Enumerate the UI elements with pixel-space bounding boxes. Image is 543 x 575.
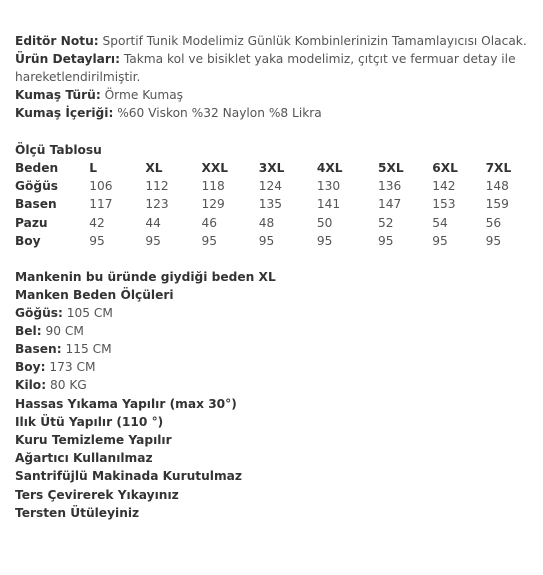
measurement-label: Boy: [15, 360, 41, 374]
table-cell: 95: [201, 233, 218, 248]
model-measurement: Bel: 90 CM: [15, 324, 84, 338]
table-cell: 95: [316, 233, 333, 248]
care-instruction: Ilık Ütü Yapılır (110 °): [15, 415, 164, 429]
table-cell: 95: [485, 233, 502, 248]
size-chart-header-row: [15, 159, 535, 177]
size-header-cell: L: [89, 161, 97, 176]
size-chart-title: Ölçü Tablosu: [15, 143, 102, 157]
table-cell: 95: [145, 233, 161, 248]
product-details-label: Ürün Detayları: [15, 52, 116, 66]
fabric-content-text: %60 Viskon %32 Naylon %8 Likra: [117, 106, 322, 120]
size-header-cell: 3XL: [258, 161, 285, 176]
table-cell: 123: [145, 197, 169, 212]
table-cell: 142: [432, 179, 456, 194]
table-cell: 48: [258, 215, 275, 230]
model-measurement: Göğüs: 105 CM: [15, 306, 113, 320]
fabric-content-label: Kumaş İçeriği: [15, 106, 109, 120]
editor-note-text: Sportif Tunik Modelimiz Günlük Kombinlerinizin Tamamlayıcısı Olacak.: [102, 34, 527, 48]
fabric-type-text: Örme Kumaş: [104, 88, 184, 102]
product-details-text: Takma kol ve bisiklet yaka modelimiz, çıtçıt ve fermuar detay ile hareketlendirilmiştir.: [15, 52, 516, 84]
editor-note: Editör Notu: Sportif Tunik Modelimiz Günlük Kombinlerinizin Tamamlayıcısı Olacak.: [15, 34, 527, 48]
row-label: Basen: [15, 197, 57, 212]
model-measurement: Boy: 173 CM: [15, 360, 96, 374]
care-instruction: Kuru Temizleme Yapılır: [15, 433, 172, 447]
table-cell: 124: [258, 179, 282, 194]
table-row: [15, 214, 535, 232]
table-cell: 159: [485, 197, 509, 212]
table-cell: 46: [201, 215, 218, 230]
size-header-cell: 7XL: [485, 161, 512, 176]
measurement-label: Bel: [15, 324, 37, 338]
fabric-type-label: Kumaş Türü: [15, 88, 96, 102]
table-row: [15, 195, 535, 213]
measurement-value: 173 CM: [49, 360, 96, 374]
measurement-value: 105 CM: [66, 306, 113, 320]
care-instruction: Ağartıcı Kullanılmaz: [15, 451, 153, 465]
measurement-label: Kilo: [15, 378, 42, 392]
table-cell: 141: [316, 197, 341, 212]
table-cell: 52: [378, 215, 394, 230]
measurement-value: 80 KG: [49, 378, 87, 392]
size-header-cell: XXL: [201, 161, 229, 176]
table-cell: 129: [201, 197, 225, 212]
table-cell: 147: [378, 197, 402, 212]
table-cell: 118: [201, 179, 225, 194]
row-label: Pazu: [15, 215, 48, 230]
table-cell: 54: [432, 215, 448, 230]
care-instruction: Ters Çevirerek Yıkayınız: [15, 488, 179, 502]
size-header-cell: 5XL: [378, 161, 404, 176]
model-measurement: Basen: 115 CM: [15, 342, 112, 356]
table-cell: 95: [258, 233, 275, 248]
measurement-value: 90 CM: [45, 324, 84, 338]
measurement-label: Göğüs: [15, 306, 59, 320]
table-row: [15, 177, 535, 195]
row-label: Boy: [15, 233, 41, 248]
model-size-worn: Mankenin bu üründe giydiği beden XL: [15, 270, 276, 284]
care-instruction: Hassas Yıkama Yapılır (max 30°): [15, 397, 237, 411]
table-cell: 56: [485, 215, 502, 230]
table-cell: 130: [316, 179, 341, 194]
table-cell: 95: [432, 233, 448, 248]
table-cell: 95: [378, 233, 394, 248]
table-row: [15, 232, 535, 250]
editor-note-label: Editör Notu: [15, 34, 94, 48]
table-cell: 136: [378, 179, 402, 194]
table-cell: 50: [316, 215, 333, 230]
model-measurement: Kilo: 80 KG: [15, 378, 87, 392]
table-cell: 117: [89, 197, 113, 212]
table-cell: 148: [485, 179, 509, 194]
size-header-cell: 4XL: [316, 161, 343, 176]
table-cell: 106: [89, 179, 113, 194]
measurement-label: Basen: [15, 342, 57, 356]
table-cell: 42: [89, 215, 105, 230]
product-details: Ürün Detayları: Takma kol ve bisiklet yaka modelimiz, çıtçıt ve fermuar detay ile hareketlendirilmiştir.: [15, 52, 516, 84]
size-chart-table: [15, 159, 535, 250]
table-cell: 135: [258, 197, 282, 212]
care-instruction: Santrifüjlü Makinada Kurutulmaz: [15, 469, 242, 483]
model-measurements-title: Manken Beden Ölçüleri: [15, 288, 174, 302]
table-cell: 44: [145, 215, 161, 230]
table-cell: 95: [89, 233, 105, 248]
table-cell: 112: [145, 179, 169, 194]
care-instruction: Tersten Ütüleyiniz: [15, 506, 140, 520]
measurement-value: 115 CM: [65, 342, 112, 356]
fabric-content: Kumaş İçeriği: %60 Viskon %32 Naylon %8 Likra: [15, 106, 322, 120]
size-header-cell: 6XL: [432, 161, 458, 176]
size-header-cell: XL: [145, 161, 163, 176]
table-cell: 153: [432, 197, 456, 212]
size-chart-header-label: Beden: [15, 161, 59, 176]
row-label: Göğüs: [15, 179, 59, 194]
fabric-type: Kumaş Türü: Örme Kumaş: [15, 88, 184, 102]
